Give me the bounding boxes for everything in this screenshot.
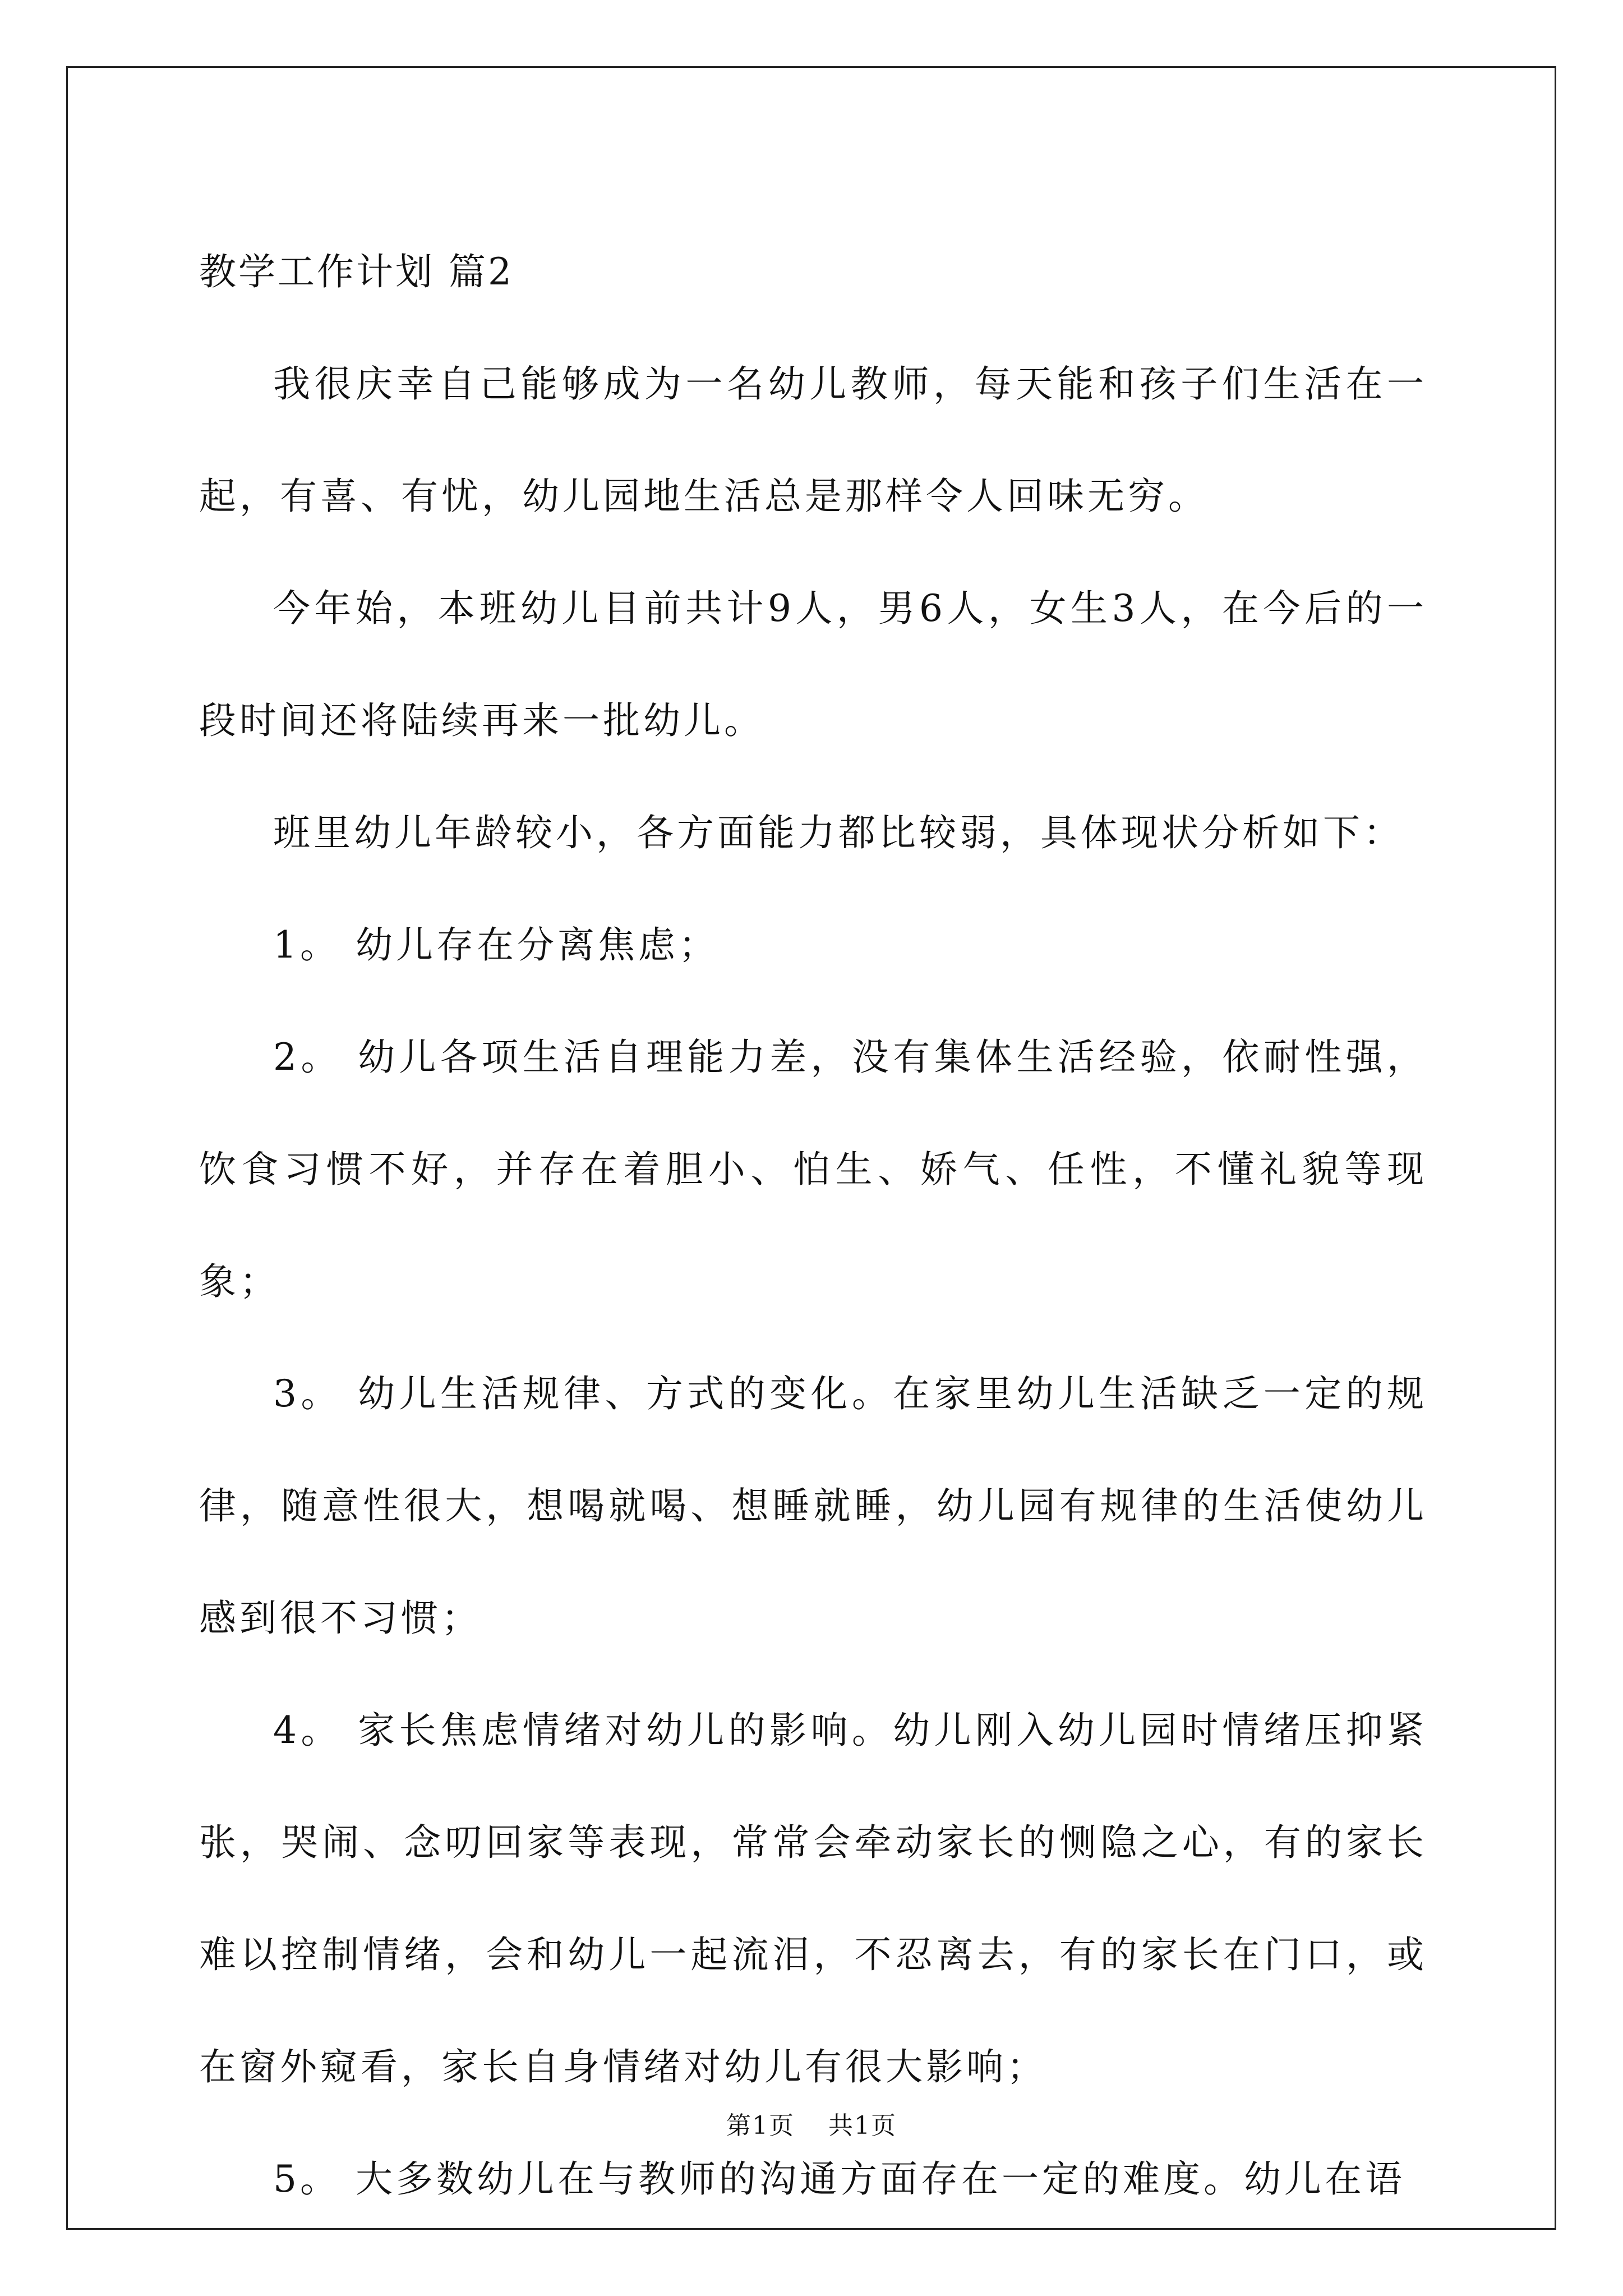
paragraph-analysis-lead: 班里幼儿年龄较小，各方面能力都比较弱，具体现状分析如下： [273, 811, 1404, 854]
document-title: 教学工作计划 篇2 [199, 250, 514, 293]
paragraph-class-size: 今年始，本班幼儿目前共计9人，男6人，女生3人，在今后的一段时间还将陆续再来一批幼儿。 [199, 587, 1427, 742]
list-item-5: 5。 大多数幼儿在与教师的沟通方面存在一定的难度。幼儿在语 [273, 2157, 1405, 2201]
paragraph-intro: 我很庆幸自己能够成为一名幼儿教师，每天能和孩子们生活在一起，有喜、有忧，幼儿园地生活总是那样令人回味无穷。 [199, 362, 1427, 518]
list-item-3: 3。 幼儿生活规律、方式的变化。在家里幼儿生活缺乏一定的规律，随意性很大，想喝就喝、想睡就睡，幼儿园有规律的生活使幼儿感到很不习惯； [199, 1372, 1427, 1640]
page-number-total: 共1页 [828, 2111, 897, 2140]
list-item-1: 1。 幼儿存在分离焦虑； [273, 923, 719, 967]
document-body [199, 216, 1427, 2235]
page-footer [0, 2109, 1623, 2143]
page-number-current: 第1页 [726, 2111, 795, 2140]
list-item-4: 4。 家长焦虑情绪对幼儿的影响。幼儿刚入幼儿园时情绪压抑紧张，哭闹、念叨回家等表现，常常会牵动家长的恻隐之心，有的家长难以控制情绪，会和幼儿一起流泪，不忍离去，有的家长在门口，或在窗外窥看，家长自身情绪对幼儿有很大影响； [199, 1709, 1427, 2088]
list-item-2: 2。 幼儿各项生活自理能力差，没有集体生活经验，依耐性强，饮食习惯不好，并存在着胆小、怕生、娇气、任性，不懂礼貌等现象； [199, 1036, 1427, 1303]
